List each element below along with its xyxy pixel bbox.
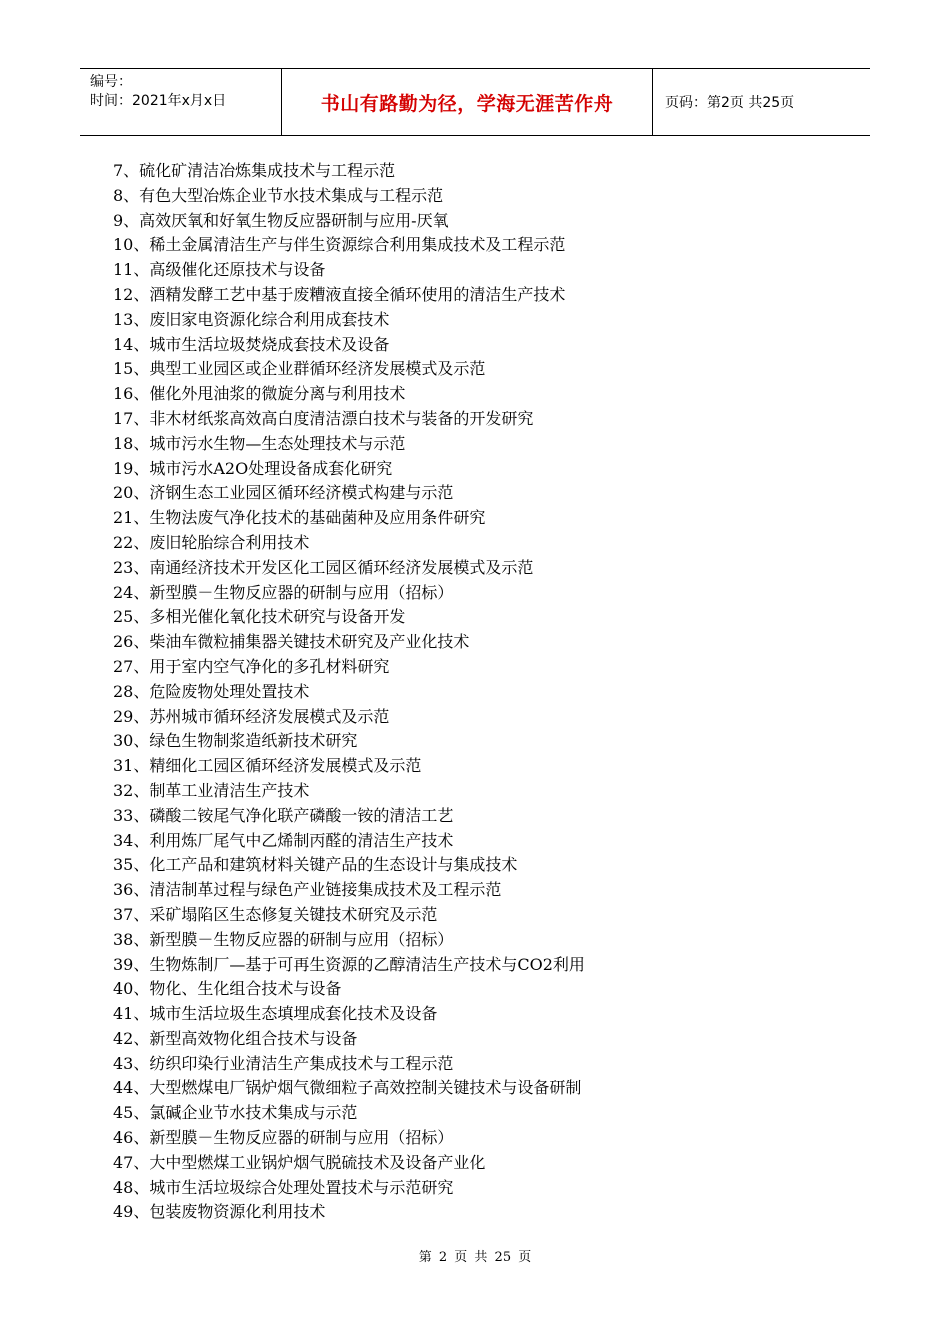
list-item: 43、纺织印染行业清洁生产集成技术与工程示范 <box>113 1053 454 1073</box>
project-list <box>113 159 585 1225</box>
list-item: 46、新型膜－生物反应器的研制与应用（招标） <box>113 1128 454 1148</box>
header-info-cell <box>80 69 282 135</box>
list-item: 27、用于室内空气净化的多孔材料研究 <box>113 656 390 676</box>
list-item: 33、磷酸二铵尾气净化联产磷酸一铵的清洁工艺 <box>113 805 454 825</box>
list-item: 48、城市生活垃圾综合处理处置技术与示范研究 <box>113 1177 454 1197</box>
list-item: 21、生物法废气净化技术的基础菌种及应用条件研究 <box>113 508 486 528</box>
header-motto: 书山有路勤为径，学海无涯苦作舟 <box>282 69 653 135</box>
list-item: 20、济钢生态工业园区循环经济模式构建与示范 <box>113 483 454 503</box>
list-item: 18、城市污水生物—生态处理技术与示范 <box>113 433 406 453</box>
list-item: 47、大中型燃煤工业锅炉烟气脱硫技术及设备产业化 <box>113 1152 486 1172</box>
list-item: 10、稀土金属清洁生产与伴生资源综合利用集成技术及工程示范 <box>113 235 566 255</box>
list-item: 28、危险废物处理处置技术 <box>113 681 310 701</box>
list-item: 24、新型膜－生物反应器的研制与应用（招标） <box>113 582 454 602</box>
list-item: 49、包装废物资源化利用技术 <box>113 1202 326 1222</box>
list-item: 32、制革工业清洁生产技术 <box>113 780 310 800</box>
list-item: 17、非木材纸浆高效高白度清洁漂白技术与装备的开发研究 <box>113 408 534 428</box>
list-item: 45、氯碱企业节水技术集成与示范 <box>113 1103 358 1123</box>
document-number-label: 编号： <box>90 74 132 90</box>
list-item: 34、利用炼厂尾气中乙烯制丙醛的清洁生产技术 <box>113 830 454 850</box>
list-item: 35、化工产品和建筑材料关键产品的生态设计与集成技术 <box>113 855 518 875</box>
list-item: 29、苏州城市循环经济发展模式及示范 <box>113 706 390 726</box>
list-item: 44、大型燃煤电厂锅炉烟气微细粒子高效控制关键技术与设备研制 <box>113 1078 582 1098</box>
list-item: 11、高级催化还原技术与设备 <box>113 260 326 280</box>
list-item: 9、高效厌氧和好氧生物反应器研制与应用-厌氧 <box>113 210 449 230</box>
list-item: 26、柴油车微粒捕集器关键技术研究及产业化技术 <box>113 632 470 652</box>
list-item: 15、典型工业园区或企业群循环经济发展模式及示范 <box>113 359 486 379</box>
list-item: 31、精细化工园区循环经济发展模式及示范 <box>113 756 422 776</box>
list-item: 38、新型膜－生物反应器的研制与应用（招标） <box>113 929 454 949</box>
list-item: 19、城市污水A2O处理设备成套化研究 <box>113 458 393 478</box>
list-item: 8、有色大型冶炼企业节水技术集成与工程示范 <box>113 185 444 205</box>
list-item: 25、多相光催化氧化技术研究与设备开发 <box>113 607 406 627</box>
list-item: 36、清洁制革过程与绿色产业链接集成技术及工程示范 <box>113 880 502 900</box>
list-item: 7、硫化矿清洁冶炼集成技术与工程示范 <box>113 161 396 180</box>
list-item: 23、南通经济技术开发区化工园区循环经济发展模式及示范 <box>113 557 534 577</box>
list-item: 12、酒精发酵工艺中基于废糟液直接全循环使用的清洁生产技术 <box>113 284 566 304</box>
list-item: 37、采矿塌陷区生态修复关键技术研究及示范 <box>113 904 438 924</box>
list-item: 39、生物炼制厂—基于可再生资源的乙醇清洁生产技术与CO2利用 <box>113 954 585 974</box>
list-item: 40、物化、生化组合技术与设备 <box>113 979 342 999</box>
document-time-label: 时间：2021年x月x日 <box>90 93 227 109</box>
list-item: 22、废旧轮胎综合利用技术 <box>113 532 310 552</box>
list-item: 16、催化外甩油浆的微旋分离与利用技术 <box>113 384 406 404</box>
list-item: 30、绿色生物制浆造纸新技术研究 <box>113 731 358 751</box>
list-item: 14、城市生活垃圾焚烧成套技术及设备 <box>113 334 390 354</box>
list-item: 42、新型高效物化组合技术与设备 <box>113 1028 358 1048</box>
list-item: 41、城市生活垃圾生态填埋成套化技术及设备 <box>113 1004 438 1024</box>
document-header <box>80 68 870 136</box>
page-footer: 第 2 页 共 25 页 <box>418 1250 532 1265</box>
header-page-number: 页码：第2页 共25页 <box>665 95 795 111</box>
list-item: 13、废旧家电资源化综合利用成套技术 <box>113 309 390 329</box>
